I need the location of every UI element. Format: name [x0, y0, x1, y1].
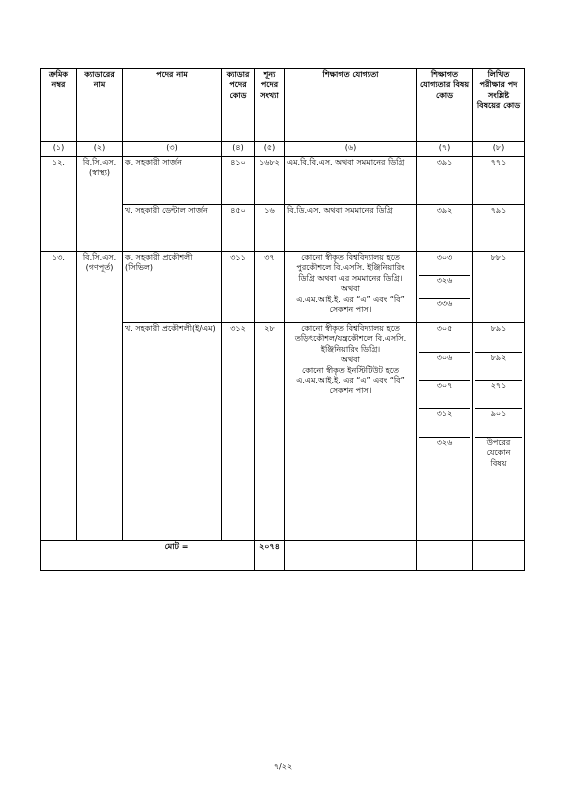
- vacancy-table: [40, 68, 525, 571]
- qualification-line: কোনো স্বীকৃত বিশ্ববিদ্যালয় হতে: [301, 324, 400, 333]
- total-value: ২০৭৪: [255, 541, 285, 571]
- subject-code: ৩২৬: [419, 276, 470, 299]
- qualification: এম.বি.বি.এস. অথবা সমমানের ডিগ্রি: [285, 157, 417, 205]
- col-number: (৮): [473, 142, 525, 157]
- exam-code: ৭৭১: [473, 157, 525, 205]
- subject-code: ৩৯২: [417, 205, 473, 252]
- header-cadre: ক্যাডারের নাম: [77, 69, 123, 142]
- qualification-line: ডিগ্রি অথবা এর সমমানের ডিগ্রি।: [298, 273, 403, 283]
- exam-code: ৮৮১: [473, 252, 525, 323]
- cadre-code: ৩১২: [222, 323, 255, 541]
- vacancy-count: ১৬: [255, 205, 285, 252]
- exam-code: ২৭১: [475, 381, 522, 409]
- qualification-line: তড়িৎকৌশল/যন্ত্রকৌশলে বি.এসসি.: [294, 334, 407, 344]
- cadre-sub: (গণপূর্ত): [85, 263, 114, 273]
- cadre-code: ৩১১: [222, 252, 255, 323]
- qualification-line: কোনো স্বীকৃত ইনস্টিটিউট হতে: [301, 365, 399, 375]
- page-number: ৭/২২: [273, 762, 293, 771]
- header-qualification: শিক্ষাগত যোগ্যতা: [285, 69, 417, 142]
- qualification-line: অথবা: [341, 355, 360, 365]
- subject-code: ৩২৬: [436, 438, 453, 447]
- qualification-line: কোনো স্বীকৃত বিশ্ববিদ্যালয় হতে: [301, 253, 400, 262]
- header-vacancy: শূন্য পদের সংখ্যা: [255, 69, 285, 142]
- subject-code-group: [417, 323, 473, 541]
- qualification: বি.ডি.এস. অথবা সমমানের ডিগ্রি: [285, 205, 417, 252]
- cadre-cell: [77, 157, 123, 252]
- cadre-cell: [77, 252, 123, 541]
- exam-code: ৯০১: [475, 409, 522, 438]
- vacancy-count: ১৬৮২: [255, 157, 285, 205]
- col-number: (৪): [222, 142, 255, 157]
- qualification: [285, 252, 417, 323]
- exam-code: ৮৯১: [475, 324, 522, 353]
- vacancy-count: ৩৭: [255, 252, 285, 323]
- table-row: [41, 157, 525, 205]
- cadre-code: ৪১০: [222, 157, 255, 205]
- cadre-code: ৪৫০: [222, 205, 255, 252]
- empty-cell: [417, 541, 473, 571]
- qualification-line: এ.এম.আই.ই. এর “এ” এবং “বি”: [296, 294, 405, 304]
- cadre-sub: (স্বাস্থ্য): [88, 168, 111, 178]
- subject-code: ৩৩৬: [436, 299, 453, 308]
- subject-code-group: [417, 252, 473, 323]
- col-number: (৬): [285, 142, 417, 157]
- empty-cell: [285, 541, 417, 571]
- qualification-line: ইঞ্জিনিয়ারিং ডিগ্রি।: [320, 344, 381, 354]
- exam-code: ৮৯২: [475, 353, 522, 381]
- empty-cell: [473, 541, 525, 571]
- post-name: খ. সহকারী প্রকৌশলী(ই/এম): [123, 323, 222, 541]
- serial-cell: ১৩.: [41, 252, 77, 541]
- table-row: [41, 252, 525, 323]
- header-post-name: পদের নাম: [123, 69, 222, 142]
- qualification-line: এ.এম.আই.ই. এর “এ” এবং “বি”: [296, 375, 405, 385]
- column-number-row: [41, 142, 525, 157]
- col-number: (১): [41, 142, 77, 157]
- header-cadre-code: ক্যাডার পদের কোড: [222, 69, 255, 142]
- col-number: (৩): [123, 142, 222, 157]
- col-number: (২): [77, 142, 123, 157]
- header-exam-code: লিখিত পরীক্ষার পদ সংশ্লিষ্ট বিষয়ের কোড: [473, 69, 525, 142]
- qualification-line: সেকশন পাস।: [329, 304, 372, 314]
- subject-code: ৩৯১: [417, 157, 473, 205]
- serial-cell: ১২.: [41, 157, 77, 252]
- total-label: মোট =: [41, 541, 255, 571]
- post-name: ক. সহকারী সার্জন: [123, 157, 222, 205]
- qualification: [285, 323, 417, 541]
- exam-code: ৭৯১: [473, 205, 525, 252]
- col-number: (৭): [417, 142, 473, 157]
- subject-code: ৩০৬: [419, 353, 470, 381]
- exam-code: উপরের যেকোন বিষয়: [486, 438, 511, 468]
- qualification-line: পুরকৌশলে বি.এসসি. ইঞ্জিনিয়ারিং: [296, 263, 405, 273]
- col-number: (৫): [255, 142, 285, 157]
- subject-code: ৩০৫: [419, 324, 470, 353]
- subject-code: ৩০৭: [419, 381, 470, 409]
- header-row: [41, 69, 525, 142]
- header-serial: ক্রমিক নম্বর: [41, 69, 77, 142]
- post-name: খ. সহকারী ডেন্টাল সার্জন: [123, 205, 222, 252]
- qualification-line: সেকশন পাস।: [329, 386, 372, 396]
- qualification-line: অথবা: [341, 284, 360, 294]
- total-row: [41, 541, 525, 571]
- cadre-name: বি.সি.এস.: [82, 253, 117, 262]
- vacancy-count: ২৮: [255, 323, 285, 541]
- subject-code: ৩১২: [419, 409, 470, 438]
- header-subject-code: শিক্ষাগত যোগ্যতার বিষয় কোড: [417, 69, 473, 142]
- subject-code: ৩০৩: [419, 253, 470, 276]
- exam-code-group: [473, 323, 525, 541]
- cadre-name: বি.সি.এস.: [82, 158, 117, 167]
- post-name: ক. সহকারী প্রকৌশলী (সিভিল): [123, 252, 222, 323]
